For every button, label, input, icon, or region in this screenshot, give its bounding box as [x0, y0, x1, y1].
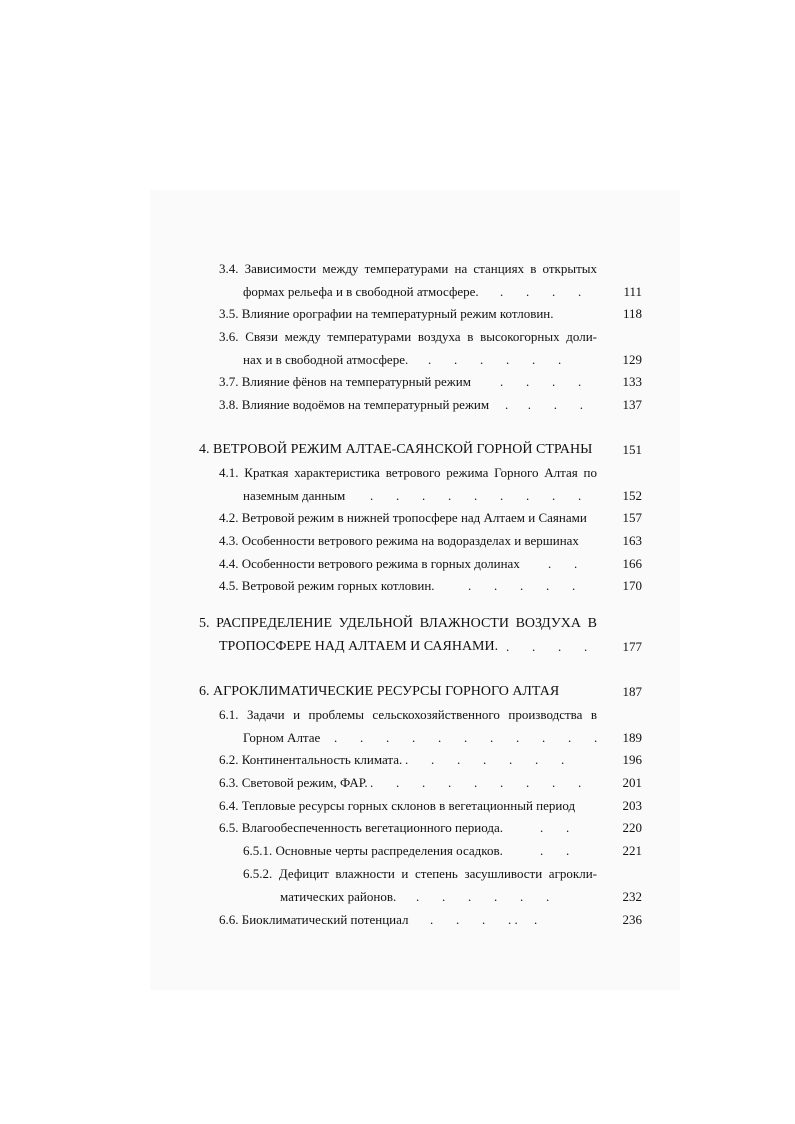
toc-chapter-4: 4. ВЕТРОВОЙ РЕЖИМ АЛТАЕ-САЯНСКОЙ ГОРНОЙ СТРАНЫ: [199, 442, 593, 457]
leader-dots: . . . .: [500, 284, 582, 299]
toc-entry-6-5-1: 6.5.1. Основные черты распределения осадков.: [243, 843, 503, 858]
toc-entry-6-1-line-1: 6.1. Задачи и проблемы сельскохозяйственного производства в: [219, 707, 597, 722]
leader-dots: . .: [540, 843, 570, 858]
leader-dots: . .: [540, 820, 570, 835]
page-number: 166: [622, 556, 642, 571]
leader-dots: . . . . . . . . . . .: [334, 730, 598, 745]
toc-entry-3-6-line-1: 3.6. Связи между температурами воздуха в высокогорных доли-: [219, 329, 597, 344]
leader-dots: . . . . . .: [416, 889, 550, 904]
toc-entry-6-3: 6.3. Световой режим, ФАР.: [219, 775, 368, 790]
leader-dots: . . . .: [500, 374, 582, 389]
page-number: 177: [622, 639, 642, 654]
toc-entry-3-7: 3.7. Влияние фёнов на температурный режим: [219, 374, 471, 389]
leader-dots: . . . . .: [468, 578, 576, 593]
toc-entry-4-3: 4.3. Особенности ветрового режима на водоразделах и вершинах: [219, 533, 579, 548]
leader-dots: . . . . . .: [430, 912, 538, 927]
leader-dots: . . . .: [505, 397, 583, 412]
page-number: 187: [622, 684, 642, 699]
toc-chapter-5-line-1: 5. РАСПРЕДЕЛЕНИЕ УДЕЛЬНОЙ ВЛАЖНОСТИ ВОЗДУХА В: [199, 616, 597, 631]
toc-entry-6-5-2-line-2: матических районов.: [280, 889, 397, 904]
toc-entry-4-5: 4.5. Ветровой режим горных котловин.: [219, 578, 435, 593]
page-number: 137: [622, 397, 642, 412]
page-number: 170: [622, 578, 642, 593]
page-number: 232: [622, 889, 642, 904]
page-number: 129: [622, 352, 642, 367]
toc-entry-3-4-line-1: 3.4. Зависимости между температурами на станциях в открытых: [219, 261, 597, 276]
page-number: 118: [622, 306, 642, 321]
toc-entry-6-4: 6.4. Тепловые ресурсы горных склонов в вегетационный период: [219, 798, 576, 813]
leader-dots: . . . . . .: [428, 352, 562, 367]
toc-entry-4-1-line-1: 4.1. Краткая характеристика ветрового режима Горного Алтая по: [219, 465, 597, 480]
leader-dots: . .: [548, 556, 578, 571]
toc-chapter-6: 6. АГРОКЛИМАТИЧЕСКИЕ РЕСУРСЫ ГОРНОГО АЛТАЯ: [199, 684, 560, 699]
toc-entry-3-8: 3.8. Влияние водоёмов на температурный режим: [219, 397, 490, 412]
toc-entry-4-2: 4.2. Ветровой режим в нижней тропосфере над Алтаем и Саянами: [219, 510, 587, 525]
toc-entry-6-5: 6.5. Влагообеспеченность вегетационного периода.: [219, 820, 503, 835]
page-number: 157: [622, 510, 642, 525]
page-number: 111: [623, 284, 642, 299]
toc-entry-3-5: 3.5. Влияние орографии на температурный режим котловин.: [219, 306, 554, 321]
toc-entry-4-1-line-2: наземным данным: [243, 488, 346, 503]
page-number: 201: [622, 775, 642, 790]
toc-entry-3-6-line-2: нах и в свободной атмосфере.: [243, 352, 409, 367]
page-number: 236: [622, 912, 642, 927]
page-number: 196: [622, 752, 642, 767]
leader-dots: . . . . . . . . .: [370, 775, 582, 790]
leader-dots: . . . . . . .: [405, 752, 565, 767]
page-number: 152: [622, 488, 642, 503]
leader-dots: . . . .: [506, 639, 588, 654]
toc-entry-6-6: 6.6. Биоклиматический потенциал: [219, 912, 409, 927]
page-number: 203: [622, 798, 642, 813]
toc-chapter-5-line-2: ТРОПОСФЕРЕ НАД АЛТАЕМ И САЯНАМИ.: [219, 639, 499, 654]
toc-entry-6-1-line-2: Горном Алтае: [243, 730, 321, 745]
page-number: 163: [622, 533, 642, 548]
page-number: 151: [622, 442, 642, 457]
leader-dots: . . . . . . . . .: [370, 488, 582, 503]
toc-entry-6-2: 6.2. Континентальность климата.: [219, 752, 403, 767]
page-number: 189: [622, 730, 642, 745]
page-number: 221: [622, 843, 642, 858]
toc-entry-3-4-line-2: формах рельефа и в свободной атмосфере.: [243, 284, 479, 299]
toc-entry-4-4: 4.4. Особенности ветрового режима в горных долинах: [219, 556, 520, 571]
page-number: 220: [622, 820, 642, 835]
page-number: 133: [622, 374, 642, 389]
toc-entry-6-5-2-line-1: 6.5.2. Дефицит влажности и степень засушливости агрокли-: [243, 866, 597, 881]
